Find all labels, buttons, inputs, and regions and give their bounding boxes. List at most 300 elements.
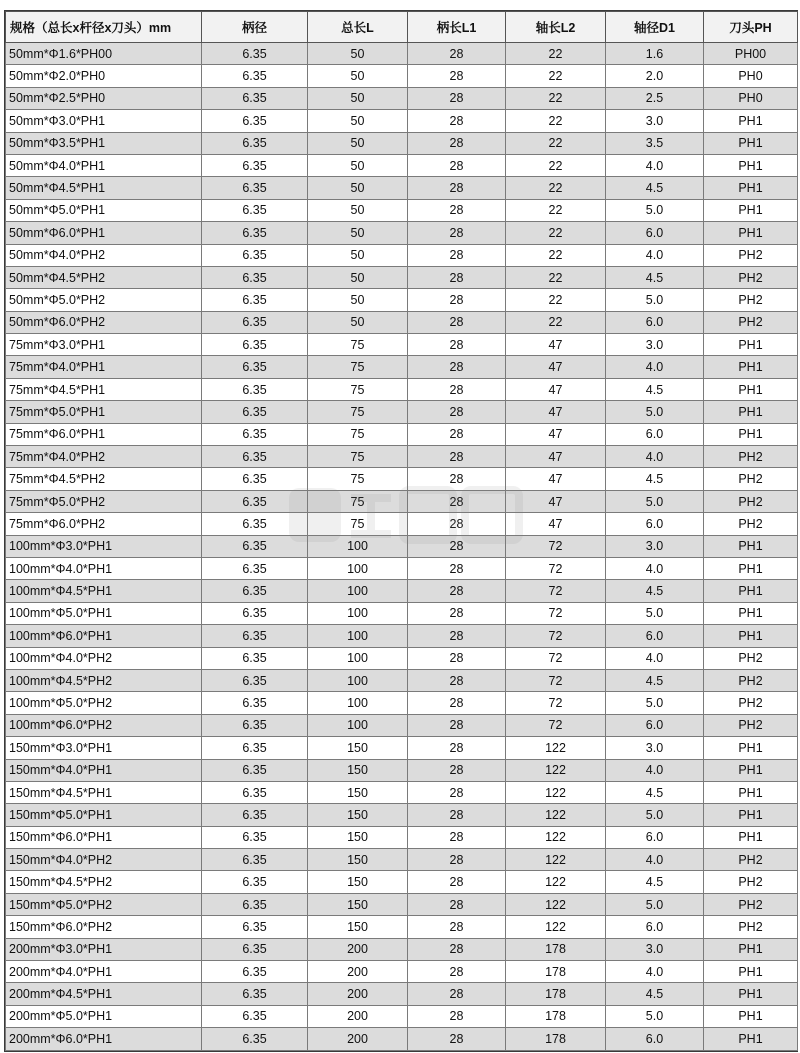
cell-shaft-length: 22 — [506, 132, 606, 154]
cell-spec: 100mm*Φ4.0*PH2 — [6, 647, 202, 669]
cell-shank-diameter: 6.35 — [202, 311, 308, 333]
cell-bit-tip: PH1 — [704, 356, 798, 378]
cell-spec: 150mm*Φ4.0*PH2 — [6, 849, 202, 871]
cell-spec: 200mm*Φ5.0*PH1 — [6, 1005, 202, 1027]
cell-shank-length: 28 — [408, 289, 506, 311]
cell-bit-tip: PH1 — [704, 334, 798, 356]
cell-shank-diameter: 6.35 — [202, 199, 308, 221]
cell-bit-tip: PH2 — [704, 490, 798, 512]
cell-shaft-length: 22 — [506, 244, 606, 266]
cell-spec: 50mm*Φ3.0*PH1 — [6, 110, 202, 132]
cell-total-length: 50 — [308, 311, 408, 333]
cell-bit-tip: PH1 — [704, 1005, 798, 1027]
cell-shaft-diameter: 6.0 — [606, 1028, 704, 1050]
cell-total-length: 75 — [308, 446, 408, 468]
cell-spec: 75mm*Φ3.0*PH1 — [6, 334, 202, 356]
table-row — [6, 334, 798, 356]
table-row — [6, 826, 798, 848]
table-row — [6, 916, 798, 938]
cell-bit-tip: PH2 — [704, 669, 798, 691]
cell-shaft-length: 122 — [506, 893, 606, 915]
table-row — [6, 1028, 798, 1050]
cell-shaft-diameter: 3.0 — [606, 334, 704, 356]
cell-shaft-diameter: 4.5 — [606, 781, 704, 803]
cell-total-length: 50 — [308, 266, 408, 288]
cell-shank-diameter: 6.35 — [202, 356, 308, 378]
table-row — [6, 647, 798, 669]
cell-shank-diameter: 6.35 — [202, 222, 308, 244]
table-row — [6, 938, 798, 960]
cell-total-length: 50 — [308, 154, 408, 176]
header-spec: 规格（总长x杆径x刀头）mm — [6, 12, 202, 43]
cell-total-length: 50 — [308, 199, 408, 221]
cell-spec: 50mm*Φ5.0*PH2 — [6, 289, 202, 311]
cell-shank-length: 28 — [408, 266, 506, 288]
cell-shaft-diameter: 5.0 — [606, 199, 704, 221]
cell-shaft-length: 47 — [506, 423, 606, 445]
table-row — [6, 356, 798, 378]
table-row — [6, 1005, 798, 1027]
cell-shaft-length: 178 — [506, 961, 606, 983]
cell-shaft-length: 47 — [506, 356, 606, 378]
cell-shaft-length: 47 — [506, 513, 606, 535]
cell-shaft-diameter: 5.0 — [606, 1005, 704, 1027]
cell-shank-length: 28 — [408, 759, 506, 781]
cell-spec: 50mm*Φ1.6*PH00 — [6, 43, 202, 65]
cell-shank-diameter: 6.35 — [202, 781, 308, 803]
cell-shank-length: 28 — [408, 446, 506, 468]
cell-shank-diameter: 6.35 — [202, 983, 308, 1005]
cell-shaft-length: 72 — [506, 647, 606, 669]
cell-bit-tip: PH1 — [704, 781, 798, 803]
table-row — [6, 804, 798, 826]
cell-total-length: 100 — [308, 669, 408, 691]
cell-shaft-diameter: 4.0 — [606, 154, 704, 176]
cell-shaft-length: 22 — [506, 311, 606, 333]
cell-shaft-diameter: 4.5 — [606, 669, 704, 691]
cell-shank-diameter: 6.35 — [202, 110, 308, 132]
table-row — [6, 535, 798, 557]
cell-shank-diameter: 6.35 — [202, 893, 308, 915]
cell-shank-diameter: 6.35 — [202, 1005, 308, 1027]
cell-shank-length: 28 — [408, 692, 506, 714]
table-row — [6, 714, 798, 736]
cell-shank-length: 28 — [408, 557, 506, 579]
cell-shank-length: 28 — [408, 849, 506, 871]
cell-shaft-diameter: 6.0 — [606, 714, 704, 736]
table-row — [6, 177, 798, 199]
cell-total-length: 100 — [308, 714, 408, 736]
cell-shaft-diameter: 6.0 — [606, 222, 704, 244]
cell-spec: 75mm*Φ6.0*PH2 — [6, 513, 202, 535]
cell-spec: 50mm*Φ2.0*PH0 — [6, 65, 202, 87]
cell-shaft-diameter: 4.0 — [606, 244, 704, 266]
cell-shank-diameter: 6.35 — [202, 490, 308, 512]
cell-bit-tip: PH2 — [704, 647, 798, 669]
cell-shank-length: 28 — [408, 334, 506, 356]
cell-shaft-diameter: 2.0 — [606, 65, 704, 87]
cell-shaft-diameter: 4.0 — [606, 849, 704, 871]
cell-shaft-diameter: 4.0 — [606, 961, 704, 983]
cell-shaft-diameter: 4.0 — [606, 557, 704, 579]
cell-shaft-diameter: 6.0 — [606, 916, 704, 938]
table-row — [6, 65, 798, 87]
cell-spec: 150mm*Φ3.0*PH1 — [6, 737, 202, 759]
table-row — [6, 781, 798, 803]
cell-shaft-diameter: 6.0 — [606, 625, 704, 647]
cell-shank-length: 28 — [408, 222, 506, 244]
cell-spec: 100mm*Φ6.0*PH2 — [6, 714, 202, 736]
table-row — [6, 154, 798, 176]
cell-shank-diameter: 6.35 — [202, 692, 308, 714]
cell-spec: 200mm*Φ3.0*PH1 — [6, 938, 202, 960]
cell-shaft-length: 22 — [506, 87, 606, 109]
header-bit-tip: 刀头PH — [704, 12, 798, 43]
cell-shank-diameter: 6.35 — [202, 177, 308, 199]
cell-total-length: 100 — [308, 602, 408, 624]
cell-bit-tip: PH1 — [704, 110, 798, 132]
cell-shank-length: 28 — [408, 154, 506, 176]
cell-shaft-diameter: 3.0 — [606, 737, 704, 759]
cell-shaft-diameter: 3.0 — [606, 110, 704, 132]
cell-bit-tip: PH2 — [704, 849, 798, 871]
cell-shank-diameter: 6.35 — [202, 154, 308, 176]
cell-bit-tip: PH2 — [704, 446, 798, 468]
cell-shank-length: 28 — [408, 356, 506, 378]
cell-bit-tip: PH2 — [704, 916, 798, 938]
cell-shaft-length: 47 — [506, 446, 606, 468]
table-row — [6, 871, 798, 893]
cell-spec: 150mm*Φ6.0*PH1 — [6, 826, 202, 848]
cell-shaft-length: 72 — [506, 602, 606, 624]
cell-shaft-diameter: 4.5 — [606, 580, 704, 602]
cell-total-length: 50 — [308, 65, 408, 87]
cell-shank-length: 28 — [408, 199, 506, 221]
table-row — [6, 199, 798, 221]
cell-shaft-length: 22 — [506, 65, 606, 87]
cell-shank-length: 28 — [408, 961, 506, 983]
cell-shaft-length: 22 — [506, 177, 606, 199]
cell-total-length: 150 — [308, 759, 408, 781]
cell-spec: 50mm*Φ2.5*PH0 — [6, 87, 202, 109]
cell-shank-length: 28 — [408, 781, 506, 803]
table-row — [6, 43, 798, 65]
cell-shaft-length: 22 — [506, 199, 606, 221]
cell-shaft-diameter: 1.6 — [606, 43, 704, 65]
cell-shaft-length: 122 — [506, 849, 606, 871]
table-row — [6, 849, 798, 871]
cell-spec: 200mm*Φ4.0*PH1 — [6, 961, 202, 983]
cell-bit-tip: PH1 — [704, 154, 798, 176]
cell-shaft-diameter: 4.0 — [606, 356, 704, 378]
header-shank-length: 柄长L1 — [408, 12, 506, 43]
cell-shank-diameter: 6.35 — [202, 244, 308, 266]
cell-shaft-length: 122 — [506, 804, 606, 826]
cell-spec: 75mm*Φ5.0*PH2 — [6, 490, 202, 512]
cell-shank-diameter: 6.35 — [202, 602, 308, 624]
cell-shaft-length: 22 — [506, 222, 606, 244]
cell-shank-length: 28 — [408, 602, 506, 624]
cell-shank-length: 28 — [408, 65, 506, 87]
cell-shank-length: 28 — [408, 401, 506, 423]
cell-spec: 75mm*Φ4.5*PH1 — [6, 378, 202, 400]
table-row — [6, 446, 798, 468]
cell-total-length: 50 — [308, 222, 408, 244]
cell-bit-tip: PH2 — [704, 311, 798, 333]
cell-shaft-diameter: 3.5 — [606, 132, 704, 154]
table-row — [6, 289, 798, 311]
cell-shank-length: 28 — [408, 714, 506, 736]
cell-spec: 75mm*Φ6.0*PH1 — [6, 423, 202, 445]
cell-spec: 100mm*Φ6.0*PH1 — [6, 625, 202, 647]
cell-bit-tip: PH2 — [704, 266, 798, 288]
cell-spec: 150mm*Φ5.0*PH2 — [6, 893, 202, 915]
cell-shank-diameter: 6.35 — [202, 535, 308, 557]
cell-shaft-diameter: 5.0 — [606, 289, 704, 311]
cell-shank-length: 28 — [408, 110, 506, 132]
header-row — [6, 12, 798, 43]
cell-shank-diameter: 6.35 — [202, 916, 308, 938]
cell-total-length: 150 — [308, 804, 408, 826]
cell-shaft-length: 72 — [506, 692, 606, 714]
cell-bit-tip: PH1 — [704, 983, 798, 1005]
cell-bit-tip: PH2 — [704, 513, 798, 535]
cell-shaft-diameter: 4.5 — [606, 266, 704, 288]
cell-shank-length: 28 — [408, 938, 506, 960]
cell-bit-tip: PH2 — [704, 692, 798, 714]
cell-shaft-diameter: 6.0 — [606, 826, 704, 848]
table-row — [6, 669, 798, 691]
cell-shaft-length: 72 — [506, 714, 606, 736]
cell-total-length: 100 — [308, 647, 408, 669]
cell-spec: 200mm*Φ6.0*PH1 — [6, 1028, 202, 1050]
cell-shank-length: 28 — [408, 625, 506, 647]
cell-shank-diameter: 6.35 — [202, 849, 308, 871]
cell-shank-diameter: 6.35 — [202, 468, 308, 490]
cell-bit-tip: PH1 — [704, 423, 798, 445]
cell-bit-tip: PH2 — [704, 289, 798, 311]
cell-shank-diameter: 6.35 — [202, 423, 308, 445]
table-row — [6, 893, 798, 915]
cell-shank-diameter: 6.35 — [202, 826, 308, 848]
cell-shaft-diameter: 4.5 — [606, 468, 704, 490]
cell-bit-tip: PH1 — [704, 378, 798, 400]
cell-spec: 50mm*Φ4.0*PH1 — [6, 154, 202, 176]
cell-shaft-diameter: 4.5 — [606, 378, 704, 400]
cell-shaft-diameter: 4.0 — [606, 759, 704, 781]
cell-shank-diameter: 6.35 — [202, 401, 308, 423]
cell-bit-tip: PH1 — [704, 401, 798, 423]
cell-shank-length: 28 — [408, 916, 506, 938]
cell-bit-tip: PH2 — [704, 893, 798, 915]
cell-shank-diameter: 6.35 — [202, 804, 308, 826]
cell-shaft-diameter: 6.0 — [606, 423, 704, 445]
cell-total-length: 200 — [308, 1005, 408, 1027]
table-row — [6, 625, 798, 647]
cell-spec: 75mm*Φ5.0*PH1 — [6, 401, 202, 423]
cell-shank-length: 28 — [408, 893, 506, 915]
cell-shank-diameter: 6.35 — [202, 580, 308, 602]
header-total-length: 总长L — [308, 12, 408, 43]
cell-total-length: 200 — [308, 961, 408, 983]
cell-shank-diameter: 6.35 — [202, 132, 308, 154]
cell-bit-tip: PH2 — [704, 871, 798, 893]
cell-shaft-diameter: 6.0 — [606, 513, 704, 535]
cell-total-length: 75 — [308, 468, 408, 490]
header-shaft-diameter: 轴径D1 — [606, 12, 704, 43]
cell-total-length: 75 — [308, 513, 408, 535]
cell-total-length: 200 — [308, 983, 408, 1005]
cell-bit-tip: PH1 — [704, 759, 798, 781]
table-body — [6, 43, 798, 1051]
cell-total-length: 150 — [308, 893, 408, 915]
cell-total-length: 50 — [308, 110, 408, 132]
table-header — [6, 12, 798, 43]
cell-shaft-diameter: 4.5 — [606, 983, 704, 1005]
cell-shaft-diameter: 5.0 — [606, 692, 704, 714]
cell-bit-tip: PH2 — [704, 714, 798, 736]
cell-total-length: 100 — [308, 580, 408, 602]
cell-bit-tip: PH1 — [704, 222, 798, 244]
cell-shank-length: 28 — [408, 468, 506, 490]
cell-spec: 200mm*Φ4.5*PH1 — [6, 983, 202, 1005]
cell-total-length: 100 — [308, 535, 408, 557]
cell-bit-tip: PH1 — [704, 557, 798, 579]
cell-total-length: 50 — [308, 289, 408, 311]
cell-shaft-diameter: 4.5 — [606, 871, 704, 893]
cell-spec: 50mm*Φ5.0*PH1 — [6, 199, 202, 221]
cell-total-length: 75 — [308, 356, 408, 378]
cell-shank-diameter: 6.35 — [202, 446, 308, 468]
cell-shank-length: 28 — [408, 826, 506, 848]
cell-shaft-diameter: 5.0 — [606, 490, 704, 512]
cell-shank-diameter: 6.35 — [202, 647, 308, 669]
cell-bit-tip: PH00 — [704, 43, 798, 65]
cell-bit-tip: PH2 — [704, 244, 798, 266]
cell-total-length: 100 — [308, 557, 408, 579]
cell-shank-length: 28 — [408, 244, 506, 266]
cell-total-length: 150 — [308, 781, 408, 803]
cell-shaft-diameter: 3.0 — [606, 535, 704, 557]
cell-shaft-length: 22 — [506, 110, 606, 132]
cell-shaft-diameter: 3.0 — [606, 938, 704, 960]
cell-shaft-diameter: 4.5 — [606, 177, 704, 199]
cell-shank-diameter: 6.35 — [202, 714, 308, 736]
cell-bit-tip: PH0 — [704, 87, 798, 109]
cell-shaft-diameter: 4.0 — [606, 647, 704, 669]
table-row — [6, 737, 798, 759]
cell-spec: 50mm*Φ6.0*PH2 — [6, 311, 202, 333]
cell-spec: 75mm*Φ4.5*PH2 — [6, 468, 202, 490]
cell-shaft-length: 122 — [506, 737, 606, 759]
cell-bit-tip: PH1 — [704, 132, 798, 154]
table-row — [6, 401, 798, 423]
cell-bit-tip: PH1 — [704, 177, 798, 199]
cell-shaft-length: 178 — [506, 1005, 606, 1027]
cell-shank-diameter: 6.35 — [202, 625, 308, 647]
cell-bit-tip: PH1 — [704, 625, 798, 647]
cell-shaft-length: 22 — [506, 289, 606, 311]
cell-shank-diameter: 6.35 — [202, 65, 308, 87]
cell-spec: 50mm*Φ4.0*PH2 — [6, 244, 202, 266]
cell-shank-length: 28 — [408, 513, 506, 535]
cell-shank-diameter: 6.35 — [202, 1028, 308, 1050]
table-row — [6, 311, 798, 333]
cell-total-length: 75 — [308, 334, 408, 356]
cell-total-length: 50 — [308, 244, 408, 266]
cell-spec: 50mm*Φ4.5*PH2 — [6, 266, 202, 288]
cell-total-length: 50 — [308, 177, 408, 199]
cell-shank-length: 28 — [408, 132, 506, 154]
table-row — [6, 961, 798, 983]
cell-spec: 100mm*Φ4.0*PH1 — [6, 557, 202, 579]
cell-shaft-length: 22 — [506, 154, 606, 176]
cell-bit-tip: PH1 — [704, 938, 798, 960]
cell-total-length: 200 — [308, 1028, 408, 1050]
cell-shaft-length: 72 — [506, 535, 606, 557]
cell-shank-length: 28 — [408, 490, 506, 512]
cell-shaft-length: 72 — [506, 580, 606, 602]
cell-shank-length: 28 — [408, 804, 506, 826]
cell-bit-tip: PH1 — [704, 804, 798, 826]
cell-bit-tip: PH1 — [704, 961, 798, 983]
table-row — [6, 557, 798, 579]
cell-spec: 100mm*Φ5.0*PH2 — [6, 692, 202, 714]
table-row — [6, 580, 798, 602]
cell-spec: 150mm*Φ4.5*PH1 — [6, 781, 202, 803]
spec-table-container — [4, 10, 798, 1052]
cell-total-length: 150 — [308, 871, 408, 893]
cell-shank-diameter: 6.35 — [202, 43, 308, 65]
cell-total-length: 100 — [308, 625, 408, 647]
cell-shaft-length: 47 — [506, 490, 606, 512]
cell-shank-length: 28 — [408, 871, 506, 893]
cell-spec: 75mm*Φ4.0*PH2 — [6, 446, 202, 468]
cell-spec: 100mm*Φ3.0*PH1 — [6, 535, 202, 557]
cell-shaft-diameter: 5.0 — [606, 602, 704, 624]
table-row — [6, 87, 798, 109]
cell-shaft-length: 122 — [506, 781, 606, 803]
cell-shank-length: 28 — [408, 580, 506, 602]
cell-spec: 100mm*Φ4.5*PH2 — [6, 669, 202, 691]
cell-shank-diameter: 6.35 — [202, 871, 308, 893]
table-row — [6, 692, 798, 714]
cell-spec: 150mm*Φ4.0*PH1 — [6, 759, 202, 781]
cell-shaft-diameter: 2.5 — [606, 87, 704, 109]
table-row — [6, 110, 798, 132]
cell-shaft-length: 178 — [506, 938, 606, 960]
cell-shank-diameter: 6.35 — [202, 87, 308, 109]
cell-shaft-length: 72 — [506, 669, 606, 691]
cell-shank-diameter: 6.35 — [202, 759, 308, 781]
cell-shaft-diameter: 6.0 — [606, 311, 704, 333]
cell-spec: 50mm*Φ4.5*PH1 — [6, 177, 202, 199]
cell-shank-length: 28 — [408, 311, 506, 333]
cell-shank-length: 28 — [408, 647, 506, 669]
cell-bit-tip: PH1 — [704, 580, 798, 602]
cell-shank-length: 28 — [408, 737, 506, 759]
table-row — [6, 468, 798, 490]
cell-shank-length: 28 — [408, 177, 506, 199]
cell-shank-diameter: 6.35 — [202, 938, 308, 960]
cell-shaft-diameter: 5.0 — [606, 804, 704, 826]
table-row — [6, 378, 798, 400]
cell-spec: 75mm*Φ4.0*PH1 — [6, 356, 202, 378]
cell-shaft-length: 72 — [506, 557, 606, 579]
spec-table — [5, 11, 798, 1051]
table-row — [6, 759, 798, 781]
cell-shaft-length: 47 — [506, 334, 606, 356]
